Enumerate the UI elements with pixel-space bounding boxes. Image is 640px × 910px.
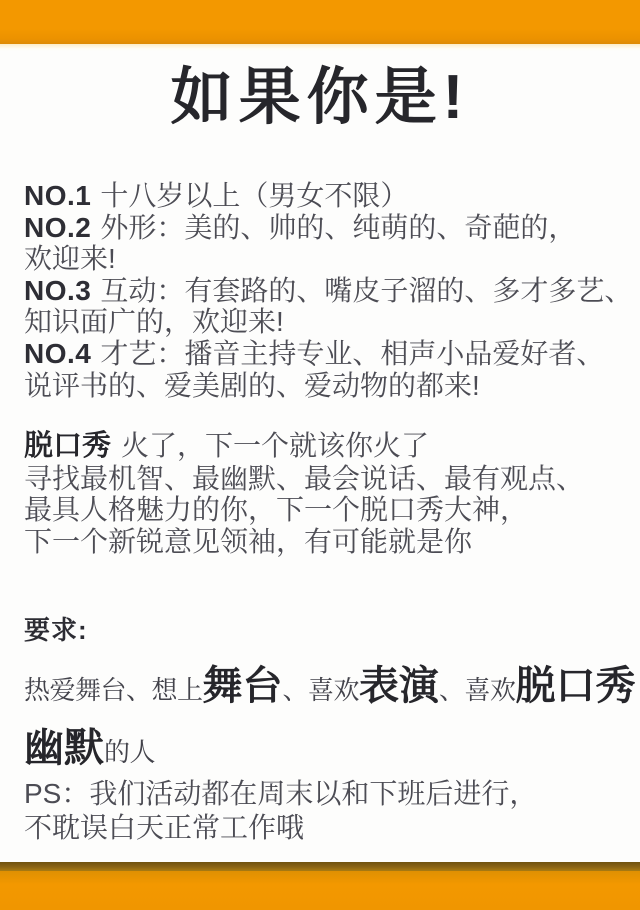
pitch-lead-rest: 火了，下一个就该你火了 <box>121 430 430 461</box>
item-no1 <box>24 180 632 212</box>
item-no4-text-line1: 才艺：播音主持专业、相声小品爱好者、 <box>100 337 605 369</box>
item-no2-text-line2: 欢迎来! <box>24 243 116 275</box>
requirements-line-1 <box>24 657 640 719</box>
item-no4-text-line2: 说评书的、爱美剧的、爱动物的都来! <box>24 369 480 401</box>
item-no4 <box>24 338 632 370</box>
item-no2-text-line1: 外形：美的、帅的、纯萌的、奇葩的， <box>100 211 577 243</box>
top-band-glow <box>0 44 640 51</box>
req-seg-1: 热爱舞台、想上 <box>24 675 203 705</box>
pitch-lead-line <box>24 430 632 463</box>
ps-block <box>24 777 632 845</box>
top-orange-band <box>0 0 640 44</box>
requirements-heading: 要求: <box>24 615 88 645</box>
bottom-orange-band <box>0 862 640 910</box>
pitch-lead-bold: 脱口秀 <box>24 430 112 462</box>
item-no1-label: NO.1 <box>24 180 92 211</box>
item-no3-label: NO.3 <box>24 274 92 306</box>
pitch-line-3: 最具人格魅力的你，下一个脱口秀大神， <box>24 494 529 526</box>
ps-line-1: PS：我们活动都在周末以和下班后进行， <box>24 778 538 809</box>
req-seg-3: 、喜欢 <box>282 675 360 705</box>
requirements-block <box>24 614 640 781</box>
numbered-items <box>24 180 632 401</box>
req-seg-8: 的人 <box>104 737 156 767</box>
item-no3 <box>24 275 632 307</box>
req-seg-2-emphasis: 舞台 <box>202 664 283 708</box>
item-no2-continuation <box>24 243 632 275</box>
requirements-line-2 <box>24 719 640 781</box>
req-seg-6-emphasis: 脱口秀 <box>515 664 636 708</box>
req-seg-5: 、喜欢 <box>439 675 516 705</box>
pitch-line-2: 寻找最机智、最幽默、最会说话、最有观点、 <box>24 462 585 494</box>
item-no3-text-line2: 知识面广的，欢迎来! <box>24 306 284 338</box>
item-no3-text-line1: 互动：有套路的、嘴皮子溜的、多才多艺、 <box>100 274 633 306</box>
item-no1-text: 十八岁以上（男女不限） <box>100 180 409 211</box>
bottom-band-fill <box>0 871 640 910</box>
req-seg-4-emphasis: 表演 <box>359 664 440 708</box>
item-no3-continuation <box>24 306 632 338</box>
bottom-band-brown-line <box>0 862 640 871</box>
ps-line-2: 不耽误白天正常工作哦 <box>24 812 305 843</box>
poster-title: 如果你是! <box>170 63 470 132</box>
item-no2-label: NO.2 <box>24 211 92 243</box>
pitch-block <box>24 430 632 557</box>
req-seg-7-emphasis: 幽默 <box>24 726 104 770</box>
pitch-line-4: 下一个新锐意见领袖，有可能就是你 <box>24 525 473 557</box>
item-no4-continuation <box>24 370 632 402</box>
item-no4-label: NO.4 <box>24 337 92 369</box>
item-no2 <box>24 212 632 244</box>
